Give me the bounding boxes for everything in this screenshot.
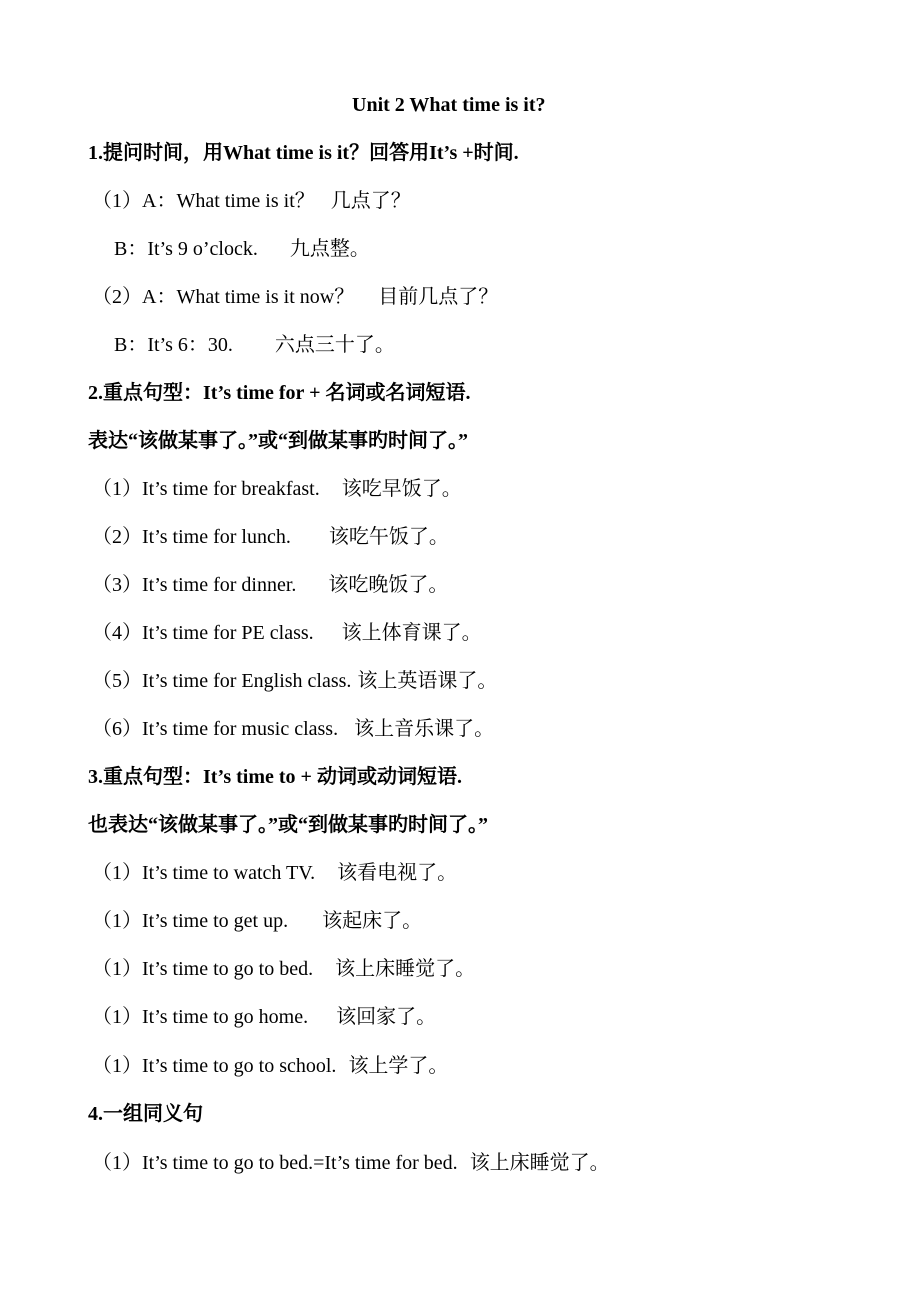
- section1-heading: 1.提问时间，用What time is it？回答用It’s +时间.: [88, 142, 519, 164]
- english-text: B：It’s 6：30.: [114, 334, 233, 356]
- chinese-text: 该回家了。: [336, 1006, 437, 1028]
- section2-line-3: [92, 572, 448, 598]
- section2-line-4: [92, 620, 482, 646]
- chinese-text: 该上体育课了。: [341, 622, 482, 644]
- section3-line-3: [92, 956, 475, 982]
- chinese-text: 该看电视了。: [337, 862, 458, 884]
- section1-line-1: [92, 188, 411, 214]
- chinese-text: 几点了？: [330, 190, 411, 212]
- english-text: （1）It’s time to go home.: [92, 1006, 309, 1028]
- chinese-text: 该上音乐课了。: [354, 718, 495, 740]
- chinese-text: 该吃午饭了。: [328, 526, 449, 548]
- english-text: （5）It’s time for English class.: [92, 670, 352, 692]
- chinese-text: 九点整。: [289, 238, 370, 260]
- chinese-text: 该上床睡觉了。: [469, 1152, 610, 1174]
- section3-heading: 3.重点句型：It’s time to + 动词或动词短语.: [88, 766, 462, 788]
- english-text: （2）It’s time for lunch.: [92, 526, 291, 548]
- section2-line-2: [92, 524, 449, 550]
- chinese-text: 六点三十了。: [274, 334, 395, 356]
- chinese-text: 该吃晚饭了。: [328, 574, 449, 596]
- english-text: B：It’s 9 o’clock.: [114, 238, 258, 260]
- english-text: （1）It’s time to go to bed.=It’s time for bed.: [92, 1152, 458, 1174]
- section1-line-4: [114, 332, 395, 358]
- english-text: （1）A：What time is it？: [92, 190, 315, 212]
- section3-subheading: 也表达“该做某事了。”或“到做某事旳时间了。”: [88, 814, 488, 836]
- section2-line-6: [92, 716, 494, 742]
- english-text: （1）It’s time to go to school.: [92, 1055, 337, 1077]
- english-text: （1）It’s time to go to bed.: [92, 958, 314, 980]
- chinese-text: 该上英语课了。: [357, 670, 498, 692]
- chinese-text: 该起床了。: [322, 910, 423, 932]
- english-text: （1）It’s time to get up.: [92, 910, 289, 932]
- chinese-text: 该上床睡觉了。: [335, 958, 476, 980]
- section3-line-2: [92, 908, 422, 934]
- chinese-text: 该吃早饭了。: [341, 478, 462, 500]
- english-text: （6）It’s time for music class.: [92, 718, 339, 740]
- section2-line-1: [92, 476, 462, 502]
- section3-line-1: [92, 860, 457, 886]
- section2-subheading: 表达“该做某事了。”或“到做某事旳时间了。”: [88, 430, 468, 452]
- section1-line-2: [114, 236, 370, 262]
- section1-line-3: [92, 284, 498, 310]
- section2-line-5: [92, 668, 497, 694]
- section4-heading: 4.一组同义句: [88, 1103, 203, 1125]
- english-text: （1）It’s time for breakfast.: [92, 478, 320, 500]
- section3-line-5: [92, 1053, 448, 1079]
- section4-line-1: [92, 1150, 610, 1176]
- english-text: （1）It’s time to watch TV.: [92, 862, 316, 884]
- english-text: （4）It’s time for PE class.: [92, 622, 314, 644]
- section3-line-4: [92, 1004, 436, 1030]
- english-text: （3）It’s time for dinner.: [92, 574, 297, 596]
- chinese-text: 目前几点了？: [378, 286, 499, 308]
- document-title: Unit 2 What time is it?: [352, 94, 546, 116]
- english-text: （2）A：What time is it now？: [92, 286, 355, 308]
- chinese-text: 该上学了。: [348, 1055, 449, 1077]
- section2-heading: 2.重点句型：It’s time for + 名词或名词短语.: [88, 382, 471, 404]
